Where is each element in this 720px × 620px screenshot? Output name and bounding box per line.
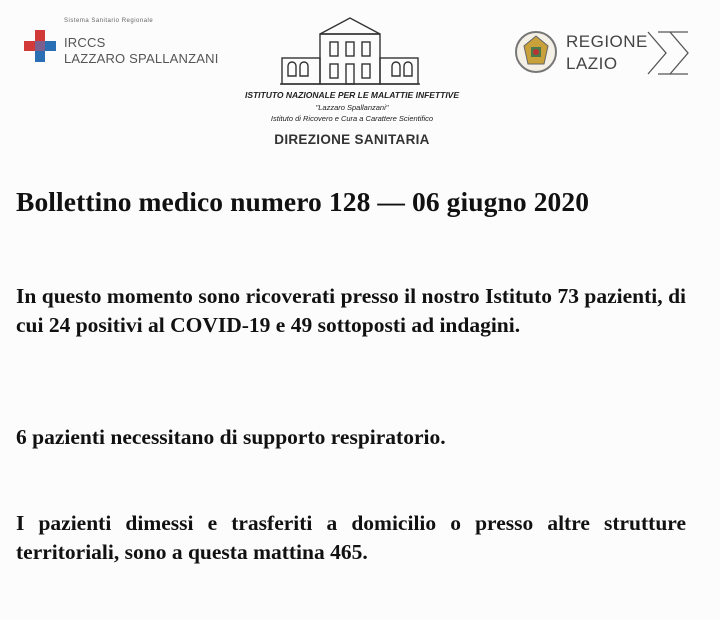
lazio-label: LAZIO — [566, 54, 618, 73]
department-title: DIREZIONE SANITARIA — [274, 132, 430, 147]
institute-name: ISTITUTO NAZIONALE PER LE MALATTIE INFETTIVE — [244, 90, 460, 100]
lazio-emblem-icon — [514, 30, 558, 74]
institute-subtitle: "Lazzaro Spallanzani" — [315, 103, 389, 112]
institute-description: Istituto di Ricovero e Cura a Carattere Scientifico — [270, 114, 434, 123]
bulletin-title: Bollettino medico numero 128 — 06 giugno 2020 — [16, 186, 590, 217]
respiratory-support-paragraph: 6 pazienti necessitano di supporto respiratorio. — [16, 425, 446, 449]
regione-label: REGIONE — [566, 32, 648, 51]
bulletin-section — [16, 282, 686, 340]
irccs-logo — [24, 18, 234, 68]
chevron-decoration-icon — [646, 30, 690, 76]
discharged-paragraph: I pazienti dimessi e trasferiti a domicilio o presso altre strutture territoriali, sono a questa mattina 465. — [16, 511, 686, 564]
regione-lazio-logo — [514, 26, 694, 80]
letterhead — [0, 0, 720, 170]
hospitalized-paragraph: In questo momento sono ricoverati presso il nostro Istituto 73 pazienti, di cui 24 positivi al COVID-19 e 49 sottoposti ad indagini. — [16, 284, 686, 337]
bulletin-heading — [16, 185, 686, 218]
irccs-small-text: Sistema Sanitario Regionale — [64, 18, 154, 24]
medical-cross-icon — [24, 30, 56, 62]
bulletin-section — [16, 423, 686, 452]
institute-block — [222, 14, 522, 154]
institute-building-icon — [280, 14, 420, 86]
bulletin-section — [16, 509, 686, 567]
irccs-label: IRCCS — [64, 35, 106, 50]
spallanzani-label: LAZZARO SPALLANZANI — [64, 51, 219, 66]
